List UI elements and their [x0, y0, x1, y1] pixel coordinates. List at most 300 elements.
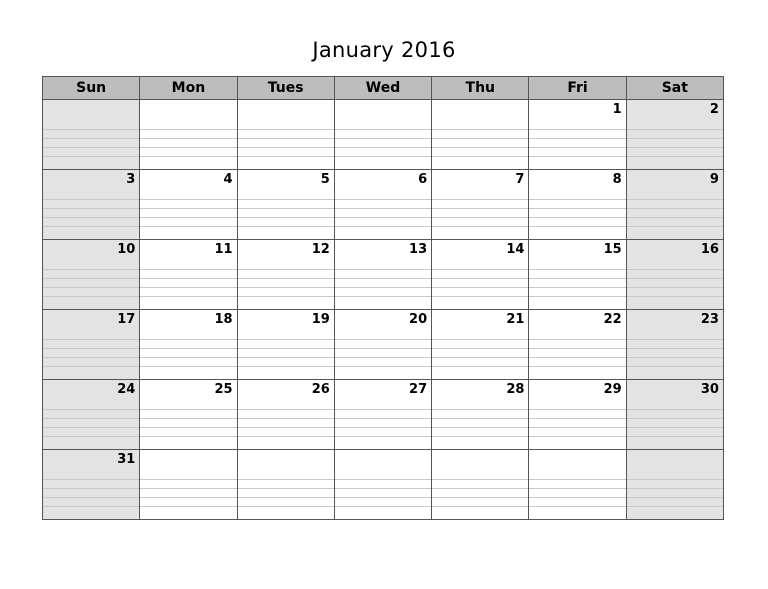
week-row-2: [43, 170, 723, 240]
day-number: 31: [117, 452, 136, 467]
note-line: [140, 208, 236, 217]
weeks-container: [43, 100, 723, 519]
note-line: [627, 427, 723, 436]
day-number: 17: [117, 312, 136, 327]
note-line: [140, 506, 236, 515]
note-line: [529, 479, 625, 488]
note-line: [140, 296, 236, 305]
day-number: 26: [311, 382, 330, 397]
note-line: [43, 497, 139, 506]
note-line: [529, 497, 625, 506]
day-cell-mon[interactable]: [140, 310, 237, 379]
note-line: [529, 488, 625, 497]
note-line: [238, 418, 334, 427]
note-line: [238, 436, 334, 445]
note-line: [43, 427, 139, 436]
note-line: [238, 278, 334, 287]
note-lines: [529, 129, 625, 169]
note-lines: [335, 199, 431, 239]
note-line: [335, 269, 431, 278]
note-line: [335, 129, 431, 138]
day-cell-wed[interactable]: [335, 310, 432, 379]
note-line: [238, 339, 334, 348]
note-line: [432, 339, 528, 348]
note-line: [432, 156, 528, 165]
note-line: [335, 418, 431, 427]
note-line: [529, 278, 625, 287]
note-line: [627, 357, 723, 366]
note-line: [627, 339, 723, 348]
day-cell-sun[interactable]: [43, 310, 140, 379]
note-line: [43, 287, 139, 296]
note-line: [43, 479, 139, 488]
note-line: [529, 199, 625, 208]
note-line: [43, 339, 139, 348]
note-lines: [140, 269, 236, 309]
note-line: [432, 269, 528, 278]
day-number: 5: [320, 172, 330, 187]
note-lines: [627, 199, 723, 239]
note-line: [335, 427, 431, 436]
day-number: 30: [700, 382, 719, 397]
note-line: [140, 129, 236, 138]
note-lines: [43, 479, 139, 519]
day-cell-fri[interactable]: [529, 450, 626, 519]
note-lines: [335, 129, 431, 169]
note-line: [529, 217, 625, 226]
note-line: [238, 348, 334, 357]
note-line: [140, 287, 236, 296]
note-line: [432, 348, 528, 357]
note-line: [432, 427, 528, 436]
day-number: 3: [126, 172, 136, 187]
day-number: 28: [506, 382, 525, 397]
note-line: [529, 436, 625, 445]
day-number: 8: [612, 172, 622, 187]
note-line: [432, 418, 528, 427]
note-lines: [335, 269, 431, 309]
note-line: [43, 199, 139, 208]
note-line: [529, 339, 625, 348]
note-line: [432, 497, 528, 506]
note-line: [238, 488, 334, 497]
note-lines: [627, 339, 723, 379]
note-line: [140, 427, 236, 436]
note-line: [529, 147, 625, 156]
note-line: [529, 226, 625, 235]
day-cell-wed[interactable]: [335, 380, 432, 449]
note-line: [529, 208, 625, 217]
note-line: [335, 147, 431, 156]
note-lines: [140, 479, 236, 519]
day-number: 10: [117, 242, 136, 257]
day-cell-fri[interactable]: [529, 310, 626, 379]
note-line: [43, 409, 139, 418]
note-line: [627, 217, 723, 226]
note-line: [432, 208, 528, 217]
day-number: 6: [418, 172, 428, 187]
note-line: [627, 156, 723, 165]
note-line: [432, 226, 528, 235]
note-line: [238, 409, 334, 418]
weekday-header-fri: Fri: [529, 77, 626, 99]
note-line: [529, 506, 625, 515]
day-number: 20: [409, 312, 428, 327]
note-line: [238, 269, 334, 278]
note-line: [529, 409, 625, 418]
day-number: 7: [515, 172, 525, 187]
note-line: [238, 357, 334, 366]
day-cell-sun[interactable]: [43, 380, 140, 449]
note-lines: [140, 409, 236, 449]
note-lines: [529, 269, 625, 309]
day-cell-wed[interactable]: [335, 240, 432, 309]
weekday-header-sun: Sun: [43, 77, 140, 99]
note-line: [43, 156, 139, 165]
note-lines: [140, 199, 236, 239]
note-lines: [43, 409, 139, 449]
day-cell-wed[interactable]: [335, 170, 432, 239]
note-line: [432, 357, 528, 366]
note-lines: [529, 339, 625, 379]
weekday-header-tue: Tues: [238, 77, 335, 99]
note-lines: [432, 479, 528, 519]
note-line: [140, 488, 236, 497]
note-line: [238, 497, 334, 506]
note-line: [627, 488, 723, 497]
note-line: [140, 269, 236, 278]
note-line: [529, 138, 625, 147]
day-cell-fri[interactable]: [529, 100, 626, 169]
week-row-3: [43, 240, 723, 310]
note-line: [238, 427, 334, 436]
day-cell-mon[interactable]: [140, 380, 237, 449]
note-line: [238, 147, 334, 156]
note-line: [43, 488, 139, 497]
day-cell-tue[interactable]: [238, 450, 335, 519]
week-row-1: [43, 100, 723, 170]
note-line: [432, 366, 528, 375]
day-cell-wed[interactable]: [335, 450, 432, 519]
week-row-5: [43, 380, 723, 450]
note-line: [335, 488, 431, 497]
calendar-title: January 2016: [312, 38, 456, 62]
note-line: [529, 129, 625, 138]
note-line: [140, 479, 236, 488]
day-cell-sat[interactable]: [627, 380, 723, 449]
note-line: [238, 506, 334, 515]
note-lines: [335, 409, 431, 449]
day-cell-tue[interactable]: [238, 100, 335, 169]
note-lines: [335, 479, 431, 519]
day-cell-sun[interactable]: [43, 240, 140, 309]
note-line: [140, 147, 236, 156]
note-line: [627, 506, 723, 515]
day-number: 13: [409, 242, 428, 257]
note-line: [627, 287, 723, 296]
note-line: [335, 278, 431, 287]
note-line: [140, 217, 236, 226]
note-line: [627, 296, 723, 305]
note-lines: [238, 129, 334, 169]
note-line: [627, 409, 723, 418]
note-line: [627, 278, 723, 287]
day-cell-thu[interactable]: [432, 100, 529, 169]
note-line: [432, 506, 528, 515]
note-line: [529, 418, 625, 427]
note-line: [43, 506, 139, 515]
note-line: [432, 217, 528, 226]
day-number: 29: [603, 382, 622, 397]
note-lines: [140, 129, 236, 169]
note-lines: [140, 339, 236, 379]
note-line: [43, 357, 139, 366]
note-lines: [529, 409, 625, 449]
note-line: [43, 217, 139, 226]
note-line: [335, 357, 431, 366]
note-line: [335, 479, 431, 488]
note-line: [335, 339, 431, 348]
day-cell-fri[interactable]: [529, 170, 626, 239]
note-line: [140, 226, 236, 235]
day-cell-fri[interactable]: [529, 380, 626, 449]
day-cell-sun[interactable]: [43, 100, 140, 169]
day-number: 14: [506, 242, 525, 257]
note-lines: [335, 339, 431, 379]
note-line: [335, 296, 431, 305]
note-line: [43, 436, 139, 445]
note-line: [529, 366, 625, 375]
day-cell-mon[interactable]: [140, 450, 237, 519]
day-number: 24: [117, 382, 136, 397]
day-cell-thu[interactable]: [432, 310, 529, 379]
month-grid: [42, 76, 724, 520]
day-number: 27: [409, 382, 428, 397]
note-line: [140, 409, 236, 418]
note-line: [627, 348, 723, 357]
day-number: 16: [700, 242, 719, 257]
note-lines: [432, 199, 528, 239]
note-lines: [627, 269, 723, 309]
note-line: [140, 199, 236, 208]
day-number: 15: [603, 242, 622, 257]
note-line: [529, 296, 625, 305]
note-line: [238, 156, 334, 165]
note-line: [335, 199, 431, 208]
day-cell-sat[interactable]: [627, 310, 723, 379]
note-lines: [238, 199, 334, 239]
note-line: [335, 156, 431, 165]
note-line: [627, 479, 723, 488]
day-number: 12: [311, 242, 330, 257]
note-lines: [238, 479, 334, 519]
note-line: [627, 208, 723, 217]
day-number: 21: [506, 312, 525, 327]
note-lines: [43, 199, 139, 239]
note-line: [43, 366, 139, 375]
day-cell-sat[interactable]: [627, 100, 723, 169]
note-line: [238, 479, 334, 488]
note-line: [627, 366, 723, 375]
note-line: [335, 366, 431, 375]
note-line: [627, 129, 723, 138]
note-line: [140, 366, 236, 375]
note-line: [627, 497, 723, 506]
day-cell-thu[interactable]: [432, 450, 529, 519]
note-line: [140, 138, 236, 147]
note-lines: [238, 409, 334, 449]
weekday-header-thu: Thu: [432, 77, 529, 99]
note-line: [432, 296, 528, 305]
note-line: [238, 199, 334, 208]
note-line: [627, 226, 723, 235]
day-cell-sat[interactable]: [627, 240, 723, 309]
note-lines: [432, 409, 528, 449]
note-line: [43, 269, 139, 278]
note-line: [432, 129, 528, 138]
note-line: [627, 418, 723, 427]
note-line: [43, 278, 139, 287]
note-line: [140, 339, 236, 348]
note-line: [335, 409, 431, 418]
weekday-header-mon: Mon: [140, 77, 237, 99]
note-lines: [432, 129, 528, 169]
note-line: [140, 418, 236, 427]
note-line: [335, 226, 431, 235]
day-number: 4: [223, 172, 233, 187]
day-cell-sun[interactable]: [43, 170, 140, 239]
note-lines: [43, 269, 139, 309]
note-line: [43, 348, 139, 357]
note-line: [432, 287, 528, 296]
note-line: [238, 226, 334, 235]
day-number: 9: [709, 172, 719, 187]
day-number: 2: [709, 102, 719, 117]
note-line: [335, 348, 431, 357]
note-lines: [529, 479, 625, 519]
note-line: [43, 129, 139, 138]
note-line: [432, 147, 528, 156]
note-line: [432, 436, 528, 445]
day-number: 19: [311, 312, 330, 327]
note-line: [529, 269, 625, 278]
day-number: 1: [612, 102, 622, 117]
note-line: [43, 296, 139, 305]
note-line: [335, 506, 431, 515]
note-line: [43, 138, 139, 147]
note-line: [238, 287, 334, 296]
note-line: [627, 269, 723, 278]
note-lines: [627, 479, 723, 519]
note-lines: [432, 339, 528, 379]
week-row-4: [43, 310, 723, 380]
day-cell-sat[interactable]: [627, 170, 723, 239]
weekday-header-wed: Wed: [335, 77, 432, 99]
note-line: [627, 138, 723, 147]
day-cell-sun[interactable]: [43, 450, 140, 519]
note-lines: [627, 409, 723, 449]
note-line: [238, 129, 334, 138]
note-lines: [432, 269, 528, 309]
note-line: [335, 287, 431, 296]
day-cell-mon[interactable]: [140, 170, 237, 239]
note-line: [335, 217, 431, 226]
day-number: 23: [700, 312, 719, 327]
note-line: [627, 436, 723, 445]
note-line: [529, 348, 625, 357]
day-cell-thu[interactable]: [432, 170, 529, 239]
note-line: [43, 147, 139, 156]
day-cell-mon[interactable]: [140, 240, 237, 309]
note-line: [43, 418, 139, 427]
note-line: [238, 138, 334, 147]
note-line: [140, 357, 236, 366]
note-lines: [238, 269, 334, 309]
day-cell-thu[interactable]: [432, 240, 529, 309]
note-line: [238, 296, 334, 305]
day-cell-wed[interactable]: [335, 100, 432, 169]
day-cell-tue[interactable]: [238, 310, 335, 379]
note-line: [432, 199, 528, 208]
day-cell-fri[interactable]: [529, 240, 626, 309]
note-line: [529, 287, 625, 296]
note-line: [140, 348, 236, 357]
note-line: [335, 138, 431, 147]
note-lines: [238, 339, 334, 379]
note-line: [140, 436, 236, 445]
day-number: 11: [214, 242, 233, 257]
day-cell-tue[interactable]: [238, 240, 335, 309]
day-number: 18: [214, 312, 233, 327]
note-line: [140, 156, 236, 165]
note-line: [140, 278, 236, 287]
note-line: [627, 147, 723, 156]
day-number: 25: [214, 382, 233, 397]
weekday-header-row: [43, 77, 723, 100]
note-line: [335, 436, 431, 445]
note-line: [432, 479, 528, 488]
note-line: [529, 427, 625, 436]
note-line: [238, 366, 334, 375]
note-line: [432, 488, 528, 497]
note-line: [529, 156, 625, 165]
day-cell-sat[interactable]: [627, 450, 723, 519]
weekday-header-sat: Sat: [661, 80, 688, 96]
note-line: [43, 226, 139, 235]
note-lines: [43, 339, 139, 379]
note-line: [238, 208, 334, 217]
week-row-6: [43, 450, 723, 519]
note-line: [140, 497, 236, 506]
day-cell-tue[interactable]: [238, 170, 335, 239]
note-line: [432, 138, 528, 147]
note-line: [43, 208, 139, 217]
note-line: [335, 208, 431, 217]
day-cell-mon[interactable]: [140, 100, 237, 169]
day-cell-tue[interactable]: [238, 380, 335, 449]
note-lines: [43, 129, 139, 169]
note-line: [432, 409, 528, 418]
note-line: [529, 357, 625, 366]
note-line: [432, 278, 528, 287]
note-lines: [627, 129, 723, 169]
note-line: [335, 497, 431, 506]
note-line: [238, 217, 334, 226]
note-line: [627, 199, 723, 208]
day-number: 22: [603, 312, 622, 327]
day-cell-thu[interactable]: [432, 380, 529, 449]
note-lines: [529, 199, 625, 239]
